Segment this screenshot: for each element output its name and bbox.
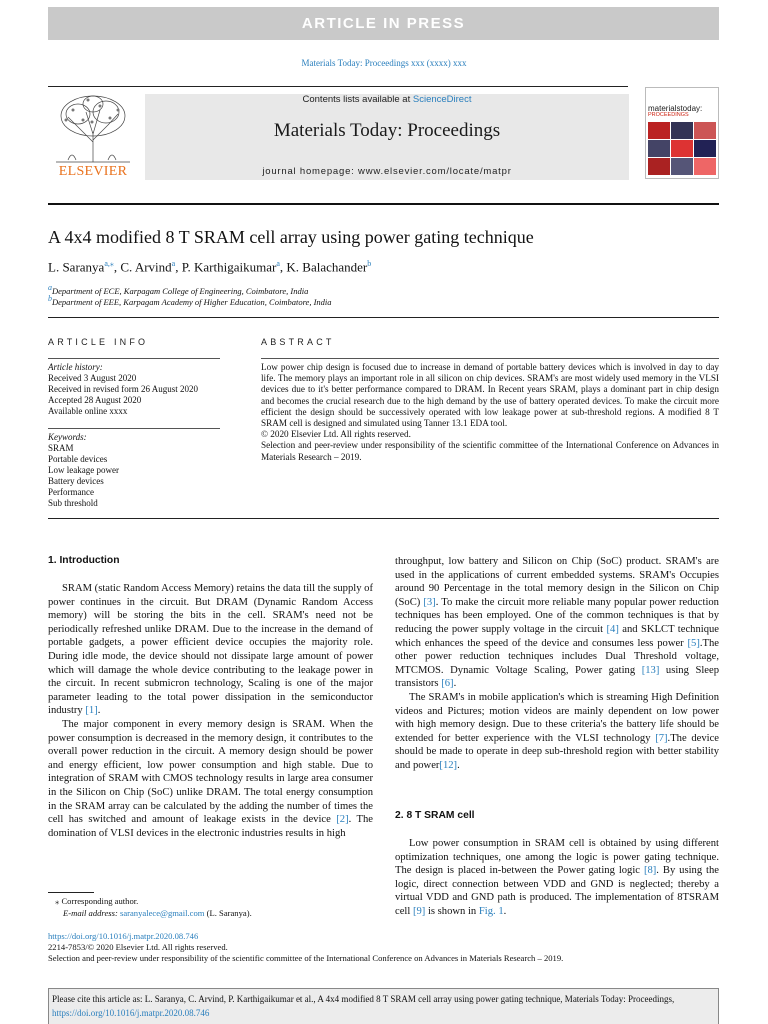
section-heading: 1. Introduction <box>48 555 120 566</box>
citation-doi-link[interactable]: https://doi.org/10.1016/j.matpr.2020.08.746 <box>52 1008 210 1018</box>
corresponding-author-note: ⁎ Corresponding author. <box>55 896 139 906</box>
citation-link[interactable]: [9] <box>412 905 426 917</box>
cover-title: materialstoday: <box>648 104 703 113</box>
keyword: Performance <box>48 487 94 497</box>
citation-link[interactable]: [3] <box>423 596 436 608</box>
divider <box>261 358 719 359</box>
journal-homepage[interactable]: journal homepage: www.elsevier.com/locate/matpr <box>262 166 512 177</box>
journal-reference-link[interactable]: Materials Today: Proceedings xxx (xxxx) xxx <box>301 58 467 68</box>
journal-title: Materials Today: Proceedings <box>273 120 501 141</box>
article-title: A 4x4 modified 8 T SRAM cell array using power gating technique <box>48 227 534 247</box>
author-list: L. Saranya$^{a,⁎}$, C. Arvind$^a$, P. Karthigaikumar$^a$, K. Balachander$^b$ <box>48 259 372 275</box>
header-top-rule <box>48 86 628 87</box>
author-name[interactable]: L. Saranya <box>48 259 105 275</box>
figure-link[interactable]: Fig. 1 <box>478 905 504 917</box>
email-note: E-mail address: saranyalece@gmail.com (L. Saranya). <box>63 908 252 918</box>
keyword: SRAM <box>48 443 74 453</box>
citation-link[interactable]: [6] <box>441 678 454 690</box>
keyword: Battery devices <box>48 476 104 486</box>
author-name[interactable]: K. Balachander <box>286 259 368 275</box>
doi-link[interactable]: https://doi.org/10.1016/j.matpr.2020.08.746 <box>48 931 199 941</box>
contents-line: Contents lists available at ScienceDirect <box>302 94 472 105</box>
citation-link[interactable]: [13] <box>641 664 660 676</box>
divider <box>48 428 220 429</box>
sciencedirect-link[interactable]: ScienceDirect <box>412 94 472 105</box>
footnote-rule <box>48 892 94 893</box>
citation-link[interactable]: [8] <box>643 865 657 877</box>
keyword: Sub threshold <box>48 498 98 508</box>
journal-cover-thumbnail[interactable] <box>645 87 719 179</box>
citation-box: Please cite this article as: L. Saranya, C. Arvind, P. Karthigaikumar et al., A 4x4 modified 8 T SRAM cell array using power gating technique, Materials Today: Proceedings, https://doi.org/10.1016/j.matpr.2020.08.746 <box>48 988 719 1024</box>
article-in-press-banner: ARTICLE IN PRESS <box>48 7 719 40</box>
email-link[interactable]: saranyalece@gmail.com <box>119 908 205 918</box>
section-heading: 2. 8 T SRAM cell <box>395 810 475 821</box>
divider <box>48 358 220 359</box>
section2-body: Low power consumption in SRAM cell is obtained by using different optimization techniques, one among the logic is power gating technique. The design is placed in-between the Power gating logic [8]. By using the logic, direct connection between VDD and GND is neglected; thereby a virtual VDD and GND path is produced. The implementation of 8TSRAM cell [9] is shown in Fig. 1. <box>395 838 719 917</box>
citation-link[interactable]: [12] <box>439 759 458 771</box>
abstract-body: Low power chip design is focused due to increase in demand of portable battery devices which is involved in day to day life. The memory plays an important role in all silicon on chip devices. SRAM's are most widely used memory in the VLSI devices due to it's better performance compared to DRAM. In Recent years SRAM, plays a dominant part in chip design and becomes the crucial research due to the high demand by the use of battery operated devices. To make the circuit more efficient the design should be successively operated with low leakage power at sub-threshold regions. A modified 8 T SRAM cell is designed and simulated using Tanner 13.1 EDA tool. © 2020 Elsevier Ltd. All rights reserved. Selection and peer-review under responsibility of the scientific committee of the International Conference on Advances in Materials Research – 2019. <box>261 362 719 462</box>
divider <box>48 518 719 519</box>
keyword: Low leakage power <box>48 465 119 475</box>
citation-link[interactable]: [7] <box>655 732 668 744</box>
citation-link[interactable]: [2] <box>336 814 349 826</box>
tree-icon <box>48 92 138 164</box>
keyword: Portable devices <box>48 454 108 464</box>
publisher-wordmark: ELSEVIER <box>58 164 128 179</box>
article-info-heading: ARTICLE INFO <box>48 337 149 347</box>
right-column-body: throughput, low battery and Silicon on Chip (SoC) product. SRAM's are used in the applications of current embedded systems. SRAM's Occupies around 90 Percentage in the total memory design in the Silicon on Chip (SoC) [3]. To make the circuit more reliable many popular power reduction techniques has been employed. One of the common techniques is that by reducing the power supply voltage in the circuit [4] and SKLCT technique which enhances the speed of the device and consumes less power [5].The other power reduction techniques includes Dual Threshold voltage, MTCMOS. Dynamic Voltage Scaling, Power gating [13] using Sleep transistors [6]. The SRAM's in mobile application's which is streaming High Definition videos and Pictures; motion videos are mainly dependent on low power with high memory design. Due to these criteria's the battery life should be extended for better experience with the VLSI technology [7].The device should be made to operate in deep sub-threshold region with better stability and power[12]. <box>395 556 719 771</box>
cover-subtitle: PROCEEDINGS <box>648 112 689 118</box>
journal-header-panel <box>145 94 629 180</box>
citation-link[interactable]: [4] <box>606 623 619 635</box>
doi-block: https://doi.org/10.1016/j.matpr.2020.08.746 2214-7853/© 2020 Elsevier Ltd. All rights reserved. Selection and peer-review under responsibility of the scientific committee of the International Conference on Advances in Materials Research – 2019. <box>48 931 564 963</box>
author-name[interactable]: P. Karthigaikumar <box>181 259 277 275</box>
author-name[interactable]: C. Arvind <box>120 259 172 275</box>
article-history: Article history: Received 3 August 2020 Received in revised form 26 August 2020 Accepted 28 August 2020 Available online xxxx <box>48 362 198 416</box>
cover-mosaic-icon <box>648 122 716 176</box>
abstract-heading: ABSTRACT <box>261 337 335 347</box>
affiliation: $^b$Department of EEE, Karpagam Academy of Higher Education, Coimbatore, India <box>48 294 332 307</box>
divider <box>48 317 719 318</box>
header-bottom-rule <box>48 203 719 205</box>
citation-link[interactable]: [1] <box>85 705 98 717</box>
intro-body: SRAM (static Random Access Memory) retains the data till the supply of power continues in the circuit. But DRAM (Dynamic Random Access memory) will be storing the bits in the cell. SRAM's need not be periodically refreshed unlike DRAM. Due to the increase in the demand of portable gadgets, a power efficient device occupies the majority role. During idle mode, the device should not dissipate large amount of power which will damage the whole device contributing to the leakage power in the circuit. In recent submicron technology, Scaling is one of the major parameter leading to the total power dissipation in the semiconductor industry [1]. The major component in every memory design is SRAM. When the power consumption is decreased in the memory design, it contributes to the overall power reduction in the circuit. A memory design should be power and energy efficient, low power consumption and high stable. Due to integration of SRAM with CMOS technology results in large area consumer in the Silicon on Chip (SoC) unlike DRAM. The total energy consumption in the SRAM array can be calculated by the adding the number of times the cell has switched and amount of leakage exists in the device [2]. The domination of VLSI devices in the electronic industries results in high <box>48 583 373 839</box>
citation-link[interactable]: [5] <box>687 637 700 649</box>
affiliation: $^a$Department of ECE, Karpagam College of Engineering, Coimbatore, India <box>48 283 309 296</box>
elsevier-logo[interactable] <box>48 92 138 180</box>
keywords-list: Keywords: SRAM Portable devices Low leakage power Battery devices Performance Sub threshold <box>48 432 223 509</box>
